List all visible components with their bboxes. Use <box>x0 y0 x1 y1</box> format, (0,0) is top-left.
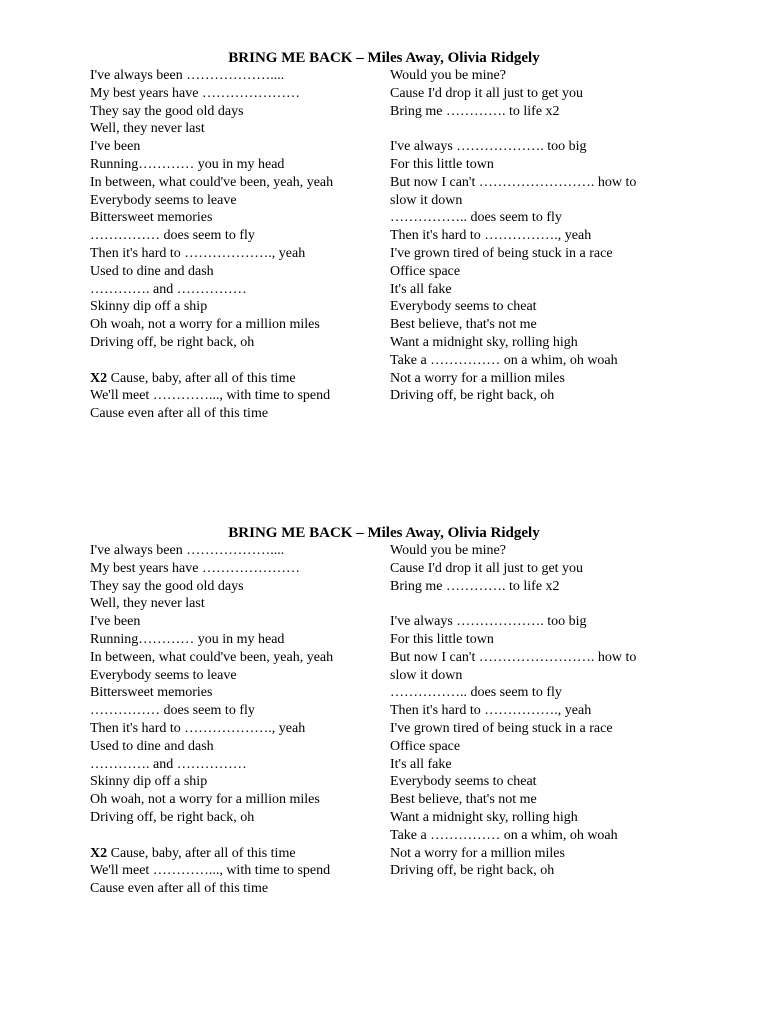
lyric-line: Office space <box>390 738 461 754</box>
lyric-line: Take a …………… on a whim, oh woah <box>390 352 618 368</box>
worksheet-title: BRING ME BACK – Miles Away, Olivia Ridgely <box>228 525 540 541</box>
blank-line <box>390 120 675 138</box>
lyrics-right-column <box>390 542 675 880</box>
lyric-line: Then it's hard to ………………., yeah <box>90 245 306 261</box>
lyric-line: I've been <box>90 139 141 155</box>
lyric-text: Cause, baby, after all of this time <box>107 845 296 861</box>
lyric-line: Want a midnight sky, rolling high <box>390 809 578 825</box>
lyric-line: Skinny dip off a ship <box>90 299 208 315</box>
lyric-line: Well, they never last <box>90 596 205 612</box>
blank-line <box>90 352 375 370</box>
lyric-line: Bring me …………. to life x2 <box>390 103 560 119</box>
lyric-line: Would you be mine? <box>390 68 506 83</box>
lyric-line: I've grown tired of being stuck in a race <box>390 245 613 261</box>
lyric-line: Driving off, be right back, oh <box>390 863 555 879</box>
lyrics-left-column <box>90 67 375 423</box>
lyric-line: Running………… you in my head <box>90 156 285 172</box>
lyric-line: Everybody seems to cheat <box>390 774 537 790</box>
lyric-line: Driving off, be right back, oh <box>90 809 255 825</box>
blank-line <box>90 827 375 845</box>
lyric-line: Best believe, that's not me <box>390 792 537 808</box>
lyric-line: …………….. does seem to fly <box>390 210 562 226</box>
lyric-line: slow it down <box>390 667 463 683</box>
lyric-line: In between, what could've been, yeah, yeah <box>90 649 334 665</box>
lyric-line: Bittersweet memories <box>90 685 213 701</box>
lyric-line: Take a …………… on a whim, oh woah <box>390 827 618 843</box>
lyric-line: Best believe, that's not me <box>390 317 537 333</box>
lyric-line: slow it down <box>390 192 463 208</box>
lyric-line: Then it's hard to ……………., yeah <box>390 228 592 244</box>
lyric-line: My best years have ………………… <box>90 560 300 576</box>
lyric-line: Oh woah, not a worry for a million miles <box>90 792 320 808</box>
lyric-line: Driving off, be right back, oh <box>390 388 555 404</box>
lyric-line: But now I can't ……………………. how to <box>390 649 637 665</box>
lyric-line: Cause even after all of this time <box>90 881 269 897</box>
lyric-line: Everybody seems to leave <box>90 667 237 683</box>
worksheet-title: BRING ME BACK – Miles Away, Olivia Ridgely <box>228 50 540 66</box>
lyric-line: Then it's hard to ………………., yeah <box>90 720 306 736</box>
lyric-line: Running………… you in my head <box>90 631 285 647</box>
lyric-line: It's all fake <box>390 281 452 297</box>
lyrics-left-column <box>90 542 375 898</box>
lyric-line: …………….. does seem to fly <box>390 685 562 701</box>
lyric-line: It's all fake <box>390 756 452 772</box>
lyric-line: I've always ………………. too big <box>390 614 587 630</box>
lyric-line: …………… does seem to fly <box>90 703 255 719</box>
lyric-line: Not a worry for a million miles <box>390 370 565 386</box>
lyric-line: Cause even after all of this time <box>90 406 269 422</box>
repeat-marker: X2 <box>90 845 108 861</box>
lyric-line: Everybody seems to cheat <box>390 299 537 315</box>
lyric-line: I've always been ……………….... <box>90 543 285 558</box>
lyric-line: Cause I'd drop it all just to get you <box>390 85 584 101</box>
lyric-line <box>90 845 375 863</box>
lyric-line: They say the good old days <box>90 103 244 119</box>
lyric-line: My best years have ………………… <box>90 85 300 101</box>
lyric-line: Well, they never last <box>90 121 205 137</box>
repeat-marker: X2 <box>90 370 108 386</box>
lyric-line: I've grown tired of being stuck in a race <box>390 720 613 736</box>
lyric-line: …………. and …………… <box>90 756 247 772</box>
lyric-line: Bring me …………. to life x2 <box>390 578 560 594</box>
lyric-line: For this little town <box>390 631 494 647</box>
lyric-line: I've always ………………. too big <box>390 139 587 155</box>
lyric-line: Not a worry for a million miles <box>390 845 565 861</box>
lyric-line: They say the good old days <box>90 578 244 594</box>
lyric-line: Cause I'd drop it all just to get you <box>390 560 584 576</box>
lyrics-right-column <box>390 67 675 405</box>
lyric-line: In between, what could've been, yeah, yeah <box>90 174 334 190</box>
lyric-line: For this little town <box>390 156 494 172</box>
lyric-line: Would you be mine? <box>390 543 506 558</box>
lyric-line: Used to dine and dash <box>90 738 214 754</box>
lyric-line: I've been <box>90 614 141 630</box>
lyric-line: Bittersweet memories <box>90 210 213 226</box>
lyric-text: Cause, baby, after all of this time <box>107 370 296 386</box>
lyric-line: Everybody seems to leave <box>90 192 237 208</box>
lyric-line: Used to dine and dash <box>90 263 214 279</box>
lyric-line: …………… does seem to fly <box>90 228 255 244</box>
lyric-line: Want a midnight sky, rolling high <box>390 334 578 350</box>
lyric-line: Skinny dip off a ship <box>90 774 208 790</box>
lyric-line: But now I can't ……………………. how to <box>390 174 637 190</box>
lyric-line: We'll meet …………..., with time to spend <box>90 863 331 879</box>
lyric-line: I've always been ……………….... <box>90 68 285 83</box>
lyric-line: …………. and …………… <box>90 281 247 297</box>
lyric-line <box>90 370 375 388</box>
lyric-line: Oh woah, not a worry for a million miles <box>90 317 320 333</box>
lyric-line: Driving off, be right back, oh <box>90 334 255 350</box>
blank-line <box>390 595 675 613</box>
lyric-line: We'll meet …………..., with time to spend <box>90 388 331 404</box>
lyric-line: Then it's hard to ……………., yeah <box>390 703 592 719</box>
lyric-line: Office space <box>390 263 461 279</box>
